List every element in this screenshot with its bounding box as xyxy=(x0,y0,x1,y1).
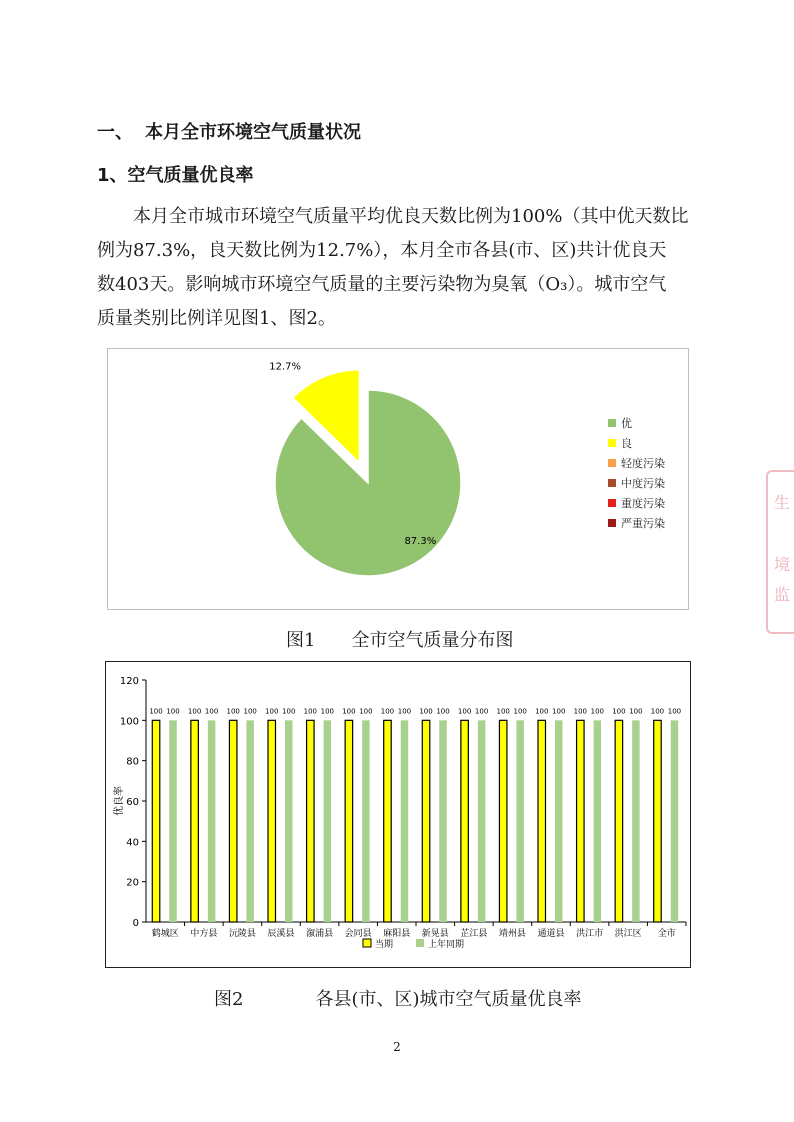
bar-data-label: 100 xyxy=(187,707,202,716)
x-tick-label: 新晃县 xyxy=(421,929,449,939)
y-tick-label: 80 xyxy=(126,756,139,768)
bar-data-label: 100 xyxy=(166,707,180,716)
bar-chart xyxy=(106,662,690,967)
bar-data-label: 100 xyxy=(342,707,356,716)
bar-current xyxy=(345,720,353,922)
pie-data-label: 87.3% xyxy=(404,536,437,548)
paragraph-line: 本月全市城市环境空气质量平均优良天数比例为100%（其中优天数比 xyxy=(97,206,689,227)
bar-current xyxy=(615,720,623,922)
bar-data-label: 100 xyxy=(419,707,433,716)
bar-last-year xyxy=(401,720,409,922)
bar-data-label: 100 xyxy=(650,707,665,716)
bar-current xyxy=(307,720,315,922)
legend-swatch xyxy=(608,479,616,487)
bar-data-label: 100 xyxy=(204,707,219,716)
bar-last-year xyxy=(594,720,602,922)
bar-current xyxy=(191,720,199,922)
x-tick-label: 辰溪县 xyxy=(267,929,295,939)
bar-data-label: 100 xyxy=(380,707,395,716)
figure1-caption: 图1 全市空气质量分布图 xyxy=(286,630,514,651)
bar-last-year xyxy=(324,720,332,922)
bar-current xyxy=(461,720,469,922)
bar-data-label: 100 xyxy=(265,707,279,716)
bar-data-label: 100 xyxy=(573,707,588,716)
seal-char: 生 xyxy=(774,493,791,512)
bar-current xyxy=(577,720,585,922)
bar-data-label: 100 xyxy=(397,707,412,716)
x-tick-label: 中方县 xyxy=(190,929,218,939)
bar-data-label: 100 xyxy=(436,707,450,716)
bar-data-label: 100 xyxy=(590,707,605,716)
paragraph-line: 质量类别比例详见图1、图2。 xyxy=(97,308,336,329)
section-heading xyxy=(97,118,361,144)
bar-data-label: 100 xyxy=(535,707,549,716)
bar-last-year xyxy=(362,720,370,922)
seal-char: 监 xyxy=(774,585,791,604)
y-tick-label: 20 xyxy=(126,877,139,889)
legend-swatch xyxy=(608,419,616,427)
legend-label: 优 xyxy=(621,417,632,430)
y-tick-label: 40 xyxy=(126,837,139,849)
y-tick-label: 60 xyxy=(126,797,139,808)
legend-swatch xyxy=(608,499,616,507)
legend-label: 当期 xyxy=(375,940,394,950)
legend-swatch xyxy=(416,939,424,947)
legend-swatch xyxy=(608,459,616,467)
bar-last-year xyxy=(208,720,216,922)
bar-last-year xyxy=(555,720,563,922)
x-tick-label: 鹤城区 xyxy=(151,929,179,939)
body-paragraph xyxy=(97,200,697,336)
bar-last-year xyxy=(169,720,177,922)
bar-data-label: 100 xyxy=(629,707,643,716)
bar-data-label: 100 xyxy=(303,707,318,716)
bar-data-label: 100 xyxy=(457,707,472,716)
x-tick-label: 沅陵县 xyxy=(228,929,256,939)
section-title: 本月全市环境空气质量状况 xyxy=(145,122,361,143)
bar-last-year xyxy=(478,720,486,922)
x-tick-label: 溆浦县 xyxy=(306,929,334,939)
x-tick-label: 洪江区 xyxy=(614,929,642,939)
legend-label: 上年同期 xyxy=(428,940,465,950)
bar-data-label: 100 xyxy=(552,707,566,716)
legend-label: 严重污染 xyxy=(621,517,665,530)
legend-label: 轻度污染 xyxy=(621,457,665,470)
x-tick-label: 会同县 xyxy=(344,929,372,939)
bar-current xyxy=(499,720,507,922)
bar-data-label: 100 xyxy=(359,707,373,716)
bar-data-label: 100 xyxy=(612,707,626,716)
y-tick-label: 120 xyxy=(119,676,139,687)
bar-data-label: 100 xyxy=(320,707,335,716)
y-tick-label: 100 xyxy=(119,716,139,728)
bar-current xyxy=(538,720,546,922)
bar-data-label: 100 xyxy=(226,707,240,716)
legend-label: 重度污染 xyxy=(621,497,665,510)
pie-slice-excellent xyxy=(275,390,461,576)
x-tick-label: 芷江县 xyxy=(460,929,488,939)
subsection-heading: 1、空气质量优良率 xyxy=(97,165,254,186)
legend-label: 中度污染 xyxy=(621,477,665,490)
page-number: 2 xyxy=(393,1040,401,1054)
seal-char: 境 xyxy=(774,555,791,574)
pie-chart xyxy=(108,349,688,609)
pie-chart-frame xyxy=(107,348,689,610)
legend-swatch xyxy=(608,439,616,447)
figure2-caption: 图2 各县(市、区)城市空气质量优良率 xyxy=(214,989,582,1010)
bar-data-label: 100 xyxy=(474,707,489,716)
bar-data-label: 100 xyxy=(513,707,527,716)
legend-label: 良 xyxy=(621,437,632,450)
x-tick-label: 通道县 xyxy=(537,929,565,939)
x-tick-label: 洪江市 xyxy=(576,929,604,939)
pie-data-label: 12.7% xyxy=(269,361,302,373)
bar-data-label: 100 xyxy=(667,707,682,716)
x-tick-label: 靖州县 xyxy=(498,929,526,939)
x-tick-label: 全市 xyxy=(657,929,676,939)
bar-current xyxy=(654,720,662,922)
legend-swatch xyxy=(363,939,371,947)
bar-data-label: 100 xyxy=(243,707,257,716)
bar-last-year xyxy=(671,720,679,922)
paragraph-line: 例为87.3%，良天数比例为12.7%），本月全市各县(市、区)共计优良天 xyxy=(97,240,667,261)
y-axis-title: 优良率 xyxy=(114,786,125,816)
bar-current xyxy=(384,720,392,922)
x-tick-label: 麻阳县 xyxy=(383,929,411,939)
paragraph-line: 数403天。影响城市环境空气质量的主要污染物为臭氧（O₃）。城市空气 xyxy=(97,274,667,295)
section-number: 一、 xyxy=(97,122,133,143)
bar-data-label: 100 xyxy=(282,707,296,716)
bar-current xyxy=(152,720,160,922)
legend-swatch xyxy=(608,519,616,527)
bar-last-year xyxy=(439,720,447,922)
bar-current xyxy=(268,720,276,922)
bar-last-year xyxy=(516,720,524,922)
y-tick-label: 0 xyxy=(132,918,139,929)
official-seal xyxy=(766,470,794,634)
bar-current xyxy=(422,720,430,922)
bar-last-year xyxy=(246,720,254,922)
bar-current xyxy=(229,720,237,922)
bar-last-year xyxy=(285,720,293,922)
bar-data-label: 100 xyxy=(496,707,510,716)
bar-data-label: 100 xyxy=(149,707,163,716)
bar-chart-frame xyxy=(105,661,691,968)
bar-last-year xyxy=(632,720,640,922)
